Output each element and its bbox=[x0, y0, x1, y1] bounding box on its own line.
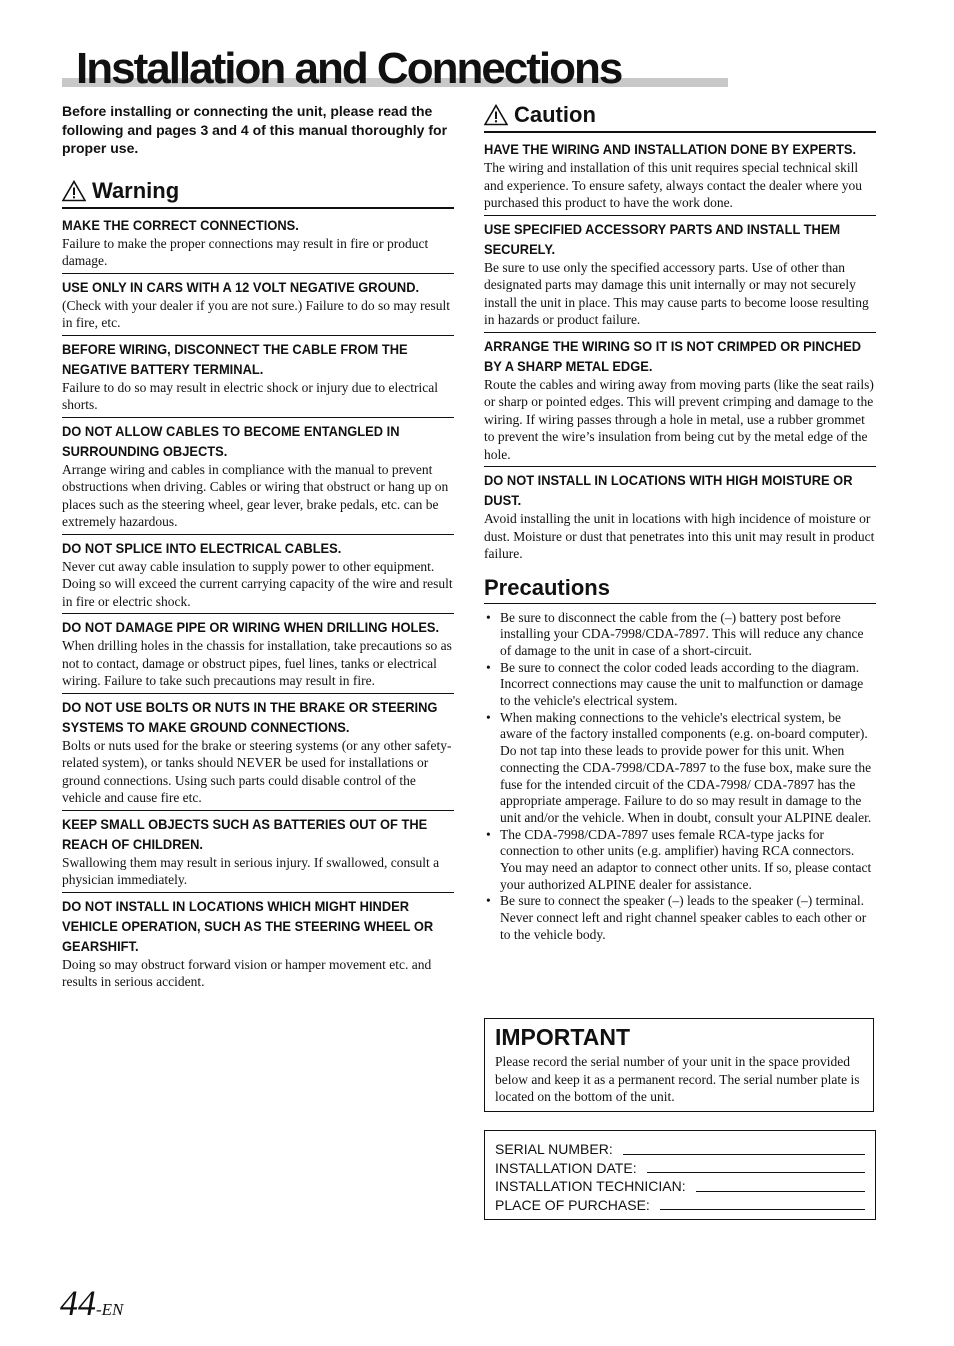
installation-date-label: INSTALLATION DATE: bbox=[495, 1159, 637, 1176]
caution-item-head: DO NOT INSTALL IN LOCATIONS WITH HIGH MOISTURE OR DUST. bbox=[484, 472, 853, 508]
warning-item-head: USE ONLY IN CARS WITH A 12 VOLT NEGATIVE GROUND. bbox=[62, 278, 420, 295]
caution-item bbox=[484, 466, 876, 563]
warning-item bbox=[62, 613, 454, 690]
serial-number-row bbox=[495, 1140, 865, 1159]
warning-item bbox=[62, 417, 454, 531]
caution-item bbox=[484, 332, 876, 464]
warning-item-body: Failure to do so may result in electric shock or injury due to electrical shorts. bbox=[62, 379, 439, 412]
precaution-item: • Be sure to connect the color coded leads according to the diagram. Incorrect connections may cause the unit to malfunction or damage to the vehicle's electrical system. bbox=[484, 660, 876, 710]
warning-item-body: Swallowing them may result in serious injury. If swallowed, consult a physician immediately. bbox=[62, 854, 440, 887]
precaution-item: • When making connections to the vehicle's electrical system, be aware of the factory installed components (e.g. on-board computer). Do not tap into these leads to provide power for this unit. When connecting the CDA-7998/CDA-7897 to the fuse box, make sure the fuse for the intended circuit of the CDA-7998/ CDA-7897 has the appropriate amperage. Failure to do so may result in damage to the unit and/or the vehicle. When in doubt, consult your ALPINE dealer. bbox=[484, 710, 876, 827]
caution-item-body: Route the cables and wiring away from moving parts (like the seat rails) or sharp or pointed edges. This will prevent crimping and damage to the wiring. If wiring passes through a hole in metal, use a rubber grommet to prevent the wire’s insulation from being cut by the metal edge of the hole. bbox=[484, 376, 874, 462]
caution-item-body: The wiring and installation of this unit requires special technical skill and experience. To ensure safety, always contact the dealer where you purchased this product to have the work done. bbox=[484, 160, 863, 210]
precaution-item: • Be sure to connect the speaker (–) leads to the speaker (–) terminal. Never connect left and right channel speaker cables to each other or to the vehicle body. bbox=[484, 893, 876, 943]
warning-item bbox=[62, 335, 454, 414]
serial-number-line bbox=[623, 1154, 865, 1155]
warning-item-head: KEEP SMALL OBJECTS SUCH AS BATTERIES OUT OF THE REACH OF CHILDREN. bbox=[62, 815, 428, 852]
warning-list bbox=[62, 209, 454, 991]
warning-item-body: Bolts or nuts used for the brake or steering systems (or any other safety-related system), or tanks should NEVER be used for installations or ground connections. Using such parts could disable control of the vehicle and cause fire etc. bbox=[62, 737, 452, 805]
caution-item-head: ARRANGE THE WIRING SO IT IS NOT CRIMPED OR PINCHED BY A SHARP METAL EDGE. bbox=[484, 337, 862, 374]
important-title: IMPORTANT bbox=[495, 1024, 631, 1050]
warning-title: Warning bbox=[92, 177, 180, 203]
caution-list bbox=[484, 133, 876, 563]
precaution-item: • Be sure to disconnect the cable from the (–) battery post before installing your CDA-7998/CDA-7897. This will reduce any chance of damage to the unit in case of a short-circuit. bbox=[484, 610, 876, 660]
place-of-purchase-line bbox=[660, 1209, 865, 1210]
page-number-suffix: -EN bbox=[96, 1300, 124, 1319]
warning-item-body: Arrange wiring and cables in compliance with the manual to prevent obstructions when driving. Cables or wiring that obstruct or hang up on places such as the steering wheel, gear lever, brake pedals, etc. can be extremely hazardous. bbox=[62, 461, 449, 529]
caution-triangle-icon bbox=[484, 104, 508, 126]
place-of-purchase-row bbox=[495, 1196, 865, 1215]
installation-date-line bbox=[647, 1172, 865, 1173]
warning-triangle-icon bbox=[62, 180, 86, 202]
installation-technician-row bbox=[495, 1177, 865, 1196]
warning-item-head: MAKE THE CORRECT CONNECTIONS. bbox=[62, 216, 299, 233]
warning-item bbox=[62, 273, 454, 332]
important-box bbox=[484, 1018, 874, 1112]
caution-item-body: Avoid installing the unit in locations with high incidence of moisture or dust. Moisture or dust that penetrates into this unit may result in product failure. bbox=[484, 511, 875, 561]
warning-item bbox=[62, 209, 454, 270]
serial-record-form bbox=[484, 1130, 876, 1220]
warning-item bbox=[62, 810, 454, 889]
caution-item-head: HAVE THE WIRING AND INSTALLATION DONE BY EXPERTS. bbox=[484, 141, 857, 157]
precaution-item: • The CDA-7998/CDA-7897 uses female RCA-type jacks for connection to other units (e.g. amplifier) having RCA connectors. You may need an adaptor to connect other units. If so, please contact your authorized ALPINE dealer for assistance. bbox=[484, 827, 876, 894]
warning-item-head: BEFORE WIRING, DISCONNECT THE CABLE FROM THE NEGATIVE BATTERY TERMINAL. bbox=[62, 340, 408, 377]
warning-item-body: When drilling holes in the chassis for installation, take precautions so as not to contact, damage or obstruct pipes, fuel lines, tanks or electrical wiring. Failure to take such precautions may result in fire. bbox=[62, 638, 452, 688]
left-column bbox=[62, 100, 454, 994]
warning-item-body: Failure to make the proper connections may result in fire or product damage. bbox=[62, 235, 429, 268]
page-number bbox=[60, 1282, 123, 1324]
place-of-purchase-label: PLACE OF PURCHASE: bbox=[495, 1196, 650, 1213]
caution-item bbox=[484, 133, 876, 212]
warning-item-body: Doing so may obstruct forward vision or hamper movement etc. and results in serious accident. bbox=[62, 956, 432, 989]
precautions-title: Precautions bbox=[484, 575, 876, 604]
installation-technician-label: INSTALLATION TECHNICIAN: bbox=[495, 1178, 686, 1194]
intro-text: Before installing or connecting the unit, please read the following and pages 3 and 4 of this manual thoroughly for proper use. bbox=[62, 103, 448, 156]
warning-item-body: Never cut away cable insulation to supply power to other equipment. Doing so will exceed the current carrying capacity of the wire and result in fire or electric shock. bbox=[62, 558, 453, 609]
caution-item bbox=[484, 215, 876, 329]
caution-header bbox=[484, 102, 876, 133]
caution-title: Caution bbox=[514, 102, 596, 127]
precautions-list bbox=[484, 610, 876, 944]
warning-item-head: DO NOT ALLOW CABLES TO BECOME ENTANGLED IN SURROUNDING OBJECTS. bbox=[62, 422, 400, 459]
caution-item-head: USE SPECIFIED ACCESSORY PARTS AND INSTALL THEM SECURELY. bbox=[484, 220, 841, 257]
warning-item-head: DO NOT SPLICE INTO ELECTRICAL CABLES. bbox=[62, 539, 342, 556]
right-column bbox=[484, 100, 876, 944]
warning-item bbox=[62, 693, 454, 807]
warning-item-head: DO NOT USE BOLTS OR NUTS IN THE BRAKE OR STEERING SYSTEMS TO MAKE GROUND CONNECTIONS. bbox=[62, 698, 438, 735]
warning-item bbox=[62, 534, 454, 611]
serial-number-label: SERIAL NUMBER: bbox=[495, 1141, 613, 1157]
warning-item-head: DO NOT DAMAGE PIPE OR WIRING WHEN DRILLING HOLES. bbox=[62, 619, 440, 635]
warning-item-body: (Check with your dealer if you are not sure.) Failure to do so may result in fire, etc. bbox=[62, 297, 451, 330]
important-body: Please record the serial number of your unit in the space provided below and keep it as a permanent record. The serial number plate is located on the bottom of the unit. bbox=[495, 1054, 860, 1104]
caution-item-body: Be sure to use only the specified accessory parts. Use of other than designated parts may damage this unit internally or may not securely install the unit in place. This may cause parts to become loose resulting in hazards or product failure. bbox=[484, 259, 869, 327]
warning-item bbox=[62, 892, 454, 991]
warning-header bbox=[62, 178, 454, 209]
installation-technician-line bbox=[696, 1191, 865, 1192]
page-title: Installation and Connections bbox=[76, 44, 622, 93]
page-number-value: 44 bbox=[60, 1283, 96, 1323]
title-block bbox=[62, 38, 742, 94]
installation-date-row bbox=[495, 1159, 865, 1178]
warning-item-head: DO NOT INSTALL IN LOCATIONS WHICH MIGHT HINDER VEHICLE OPERATION, SUCH AS THE STEERING WHEEL OR GEARSHIFT. bbox=[62, 897, 434, 954]
